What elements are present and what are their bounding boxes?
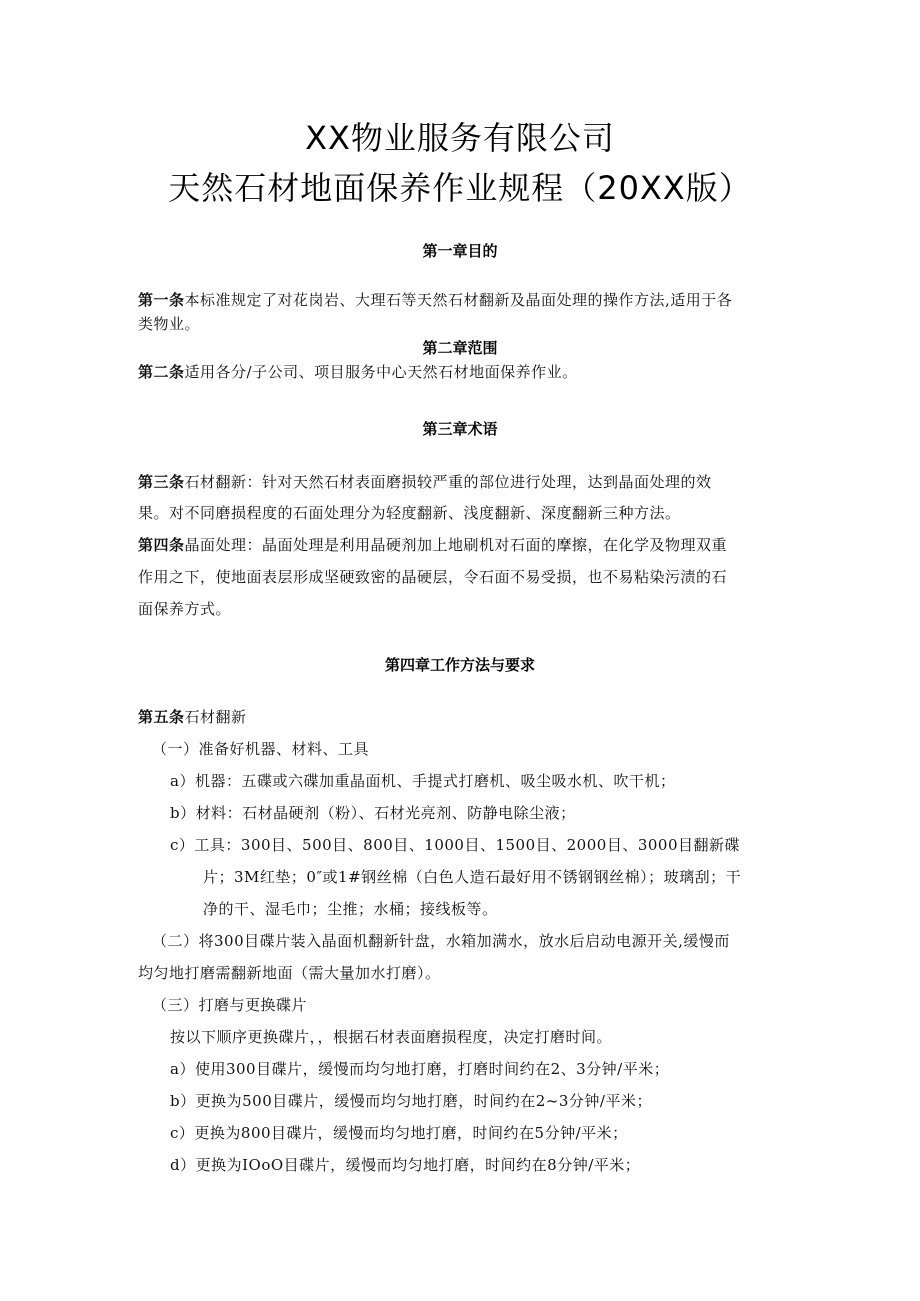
article-1-cont: 类物业。 [138,315,201,333]
article-label: 第三条 [138,473,185,491]
list-item-step-c: c）更换为800目碟片，缓慢而均匀地打磨，时间约在5分钟/平米； [170,1124,628,1142]
chapter-heading-3: 第三章术语 [422,420,498,438]
section-3-intro: 按以下顺序更换碟片，，根据石材表面磨损程度，决定打磨时间。 [170,1028,613,1046]
section-2-text: （二）将300目碟片装入晶面机翻新针盘，水箱加满水，放水后启动电源开关,缓慢而 [152,932,730,950]
list-item-materials: b）材料：石材晶硬剂（粉）、石材光亮剂、防静电除尘液； [170,804,576,822]
section-3-heading: （三）打磨与更换碟片 [152,996,308,1014]
document-title: 天然石材地面保养作业规程（20XX版） [168,169,752,207]
article-text: 适用各分/子公司、项目服务中心天然石材地面保养作业。 [184,363,578,381]
article-label: 第四条 [138,536,185,554]
chapter-heading-4: 第四章工作方法与要求 [384,656,535,674]
article-text: 石材翻新：针对天然石材表面磨损较严重的部位进行处理，达到晶面处理的效 [184,473,712,491]
section-1-heading: （一）准备好机器、材料、工具 [152,740,370,758]
chapter-heading-2: 第二章范围 [422,339,498,357]
list-item-step-a: a）使用300目碟片，缓慢而均匀地打磨，打磨时间约在2、3分钟/平米； [170,1060,670,1078]
article-text: 晶面处理：晶面处理是利用晶硬剂加上地刷机对石面的摩擦，在化学及物理双重 [184,536,728,554]
chapter-heading-1: 第一章目的 [422,242,498,260]
section-2-text-cont: 均匀地打磨需翻新地面（需大量加水打磨）。 [138,964,441,982]
article-3 [138,466,798,499]
list-item-step-d: d）更换为IOoO目碟片，缓慢而均匀地打磨，时间约在8分钟/平米； [170,1156,641,1174]
article-3-cont: 果。对不同磨损程度的石面处理分为轻度翻新、浅度翻新、深度翻新三种方法。 [138,504,681,522]
list-item-tools-cont-1: 片；3M红垫；0″或1#钢丝棉（白色人造石最好用不锈钢钢丝棉）；玻璃刮；干 [203,868,742,886]
article-label: 第二条 [138,363,185,381]
list-item-step-b: b）更换为500目碟片，缓慢而均匀地打磨，时间约在2~3分钟/平米； [170,1092,652,1110]
article-label: 第一条 [138,291,185,309]
article-4 [138,529,798,562]
list-item-tools-cont-2: 净的干、湿毛巾；尘推；水桶；接线板等。 [203,900,498,918]
list-item-tools: c）工具：300目、500目、800目、1000目、1500目、2000目、3000目翻新碟 [170,836,740,854]
article-text: 石材翻新 [184,708,247,726]
article-5 [138,701,798,734]
company-title: XX物业服务有限公司 [305,119,615,157]
list-item-machines: a）机器：五碟或六碟加重晶面机、手提式打磨机、吸尘吸水机、吹干机； [170,772,676,790]
article-label: 第五条 [138,708,185,726]
article-4-cont-2: 面保养方式。 [138,600,232,618]
article-text: 本标准规定了对花岗岩、大理石等天然石材翻新及晶面处理的操作方法,适用于各 [184,291,733,309]
article-4-cont-1: 作用之下，使地面表层形成坚硬致密的晶硬层，令石面不易受损，也不易粘染污渍的石 [138,568,728,586]
article-2 [138,356,798,389]
